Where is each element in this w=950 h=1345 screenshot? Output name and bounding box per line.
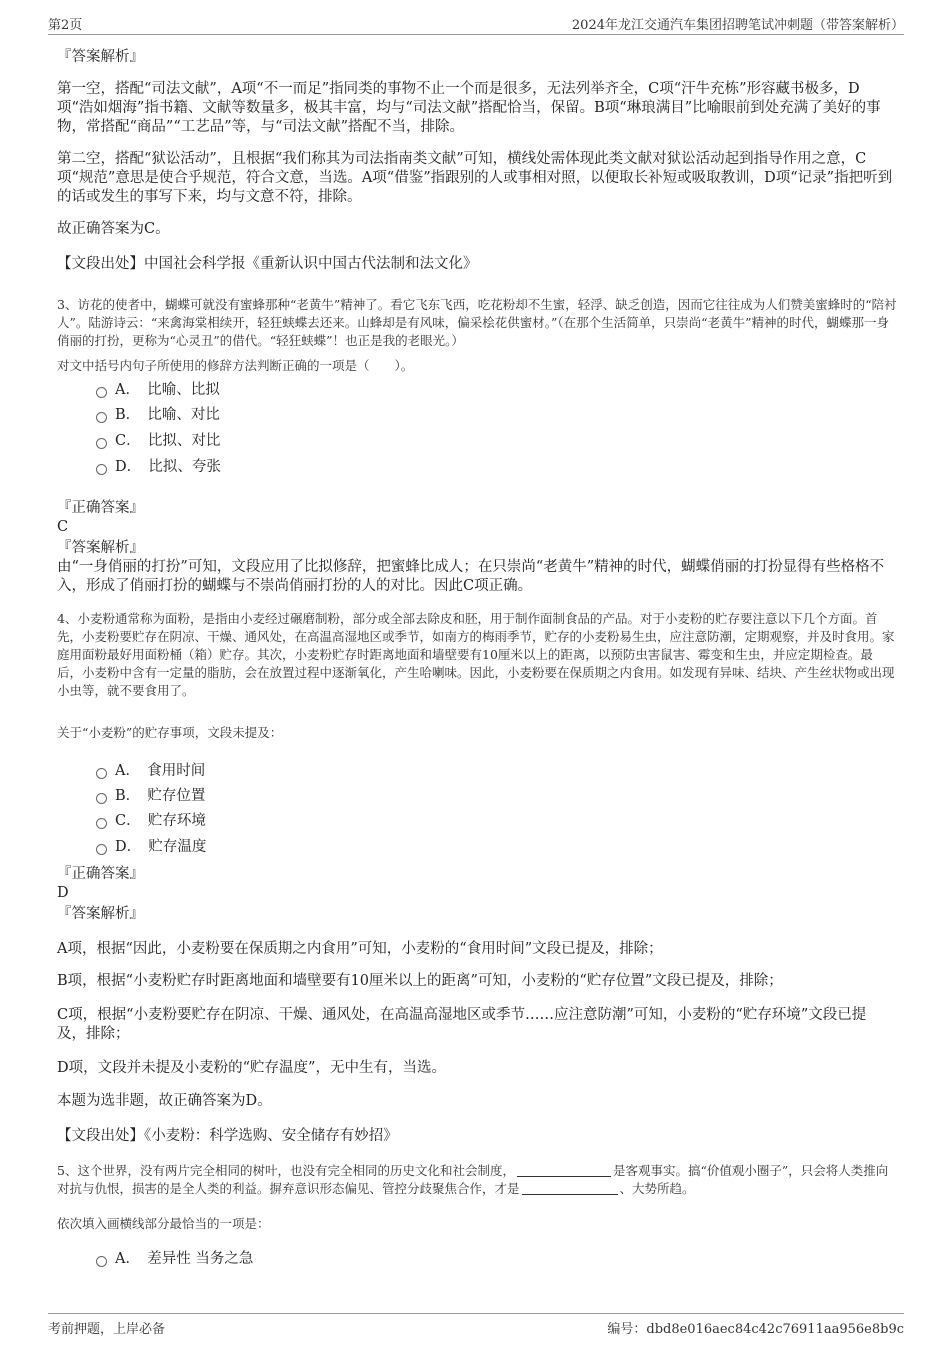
- q3-analysis: 由“一身俏丽的打扮”可知，文段应用了比拟修辞，把蜜蜂比成人；在只崇尚“老黄牛”精神的时代，蝴蝶俏丽的打扮显得有些格格不入，形成了俏丽打扮的蝴蝶与不崇尚俏丽打扮的人的对比。因此C项正确。: [57, 559, 885, 594]
- footer-slogan: 考前押题，上岸必备: [48, 1322, 166, 1337]
- radio-icon[interactable]: [96, 438, 107, 449]
- q3-stem: 3、访花的使者中，蝴蝶可就没有蜜蜂那种“老黄牛”精神了。看它飞东飞西，吃花粉却不生蜜，轻浮、缺乏创造，因而它往往成为人们赞美蜜蜂时的“陪衬人”。陆游诗云：“来禽海棠相续开，轻狂蛱蝶去还来。山蜂却是有风味，偏采桧花供蜜材。”（在那个生活简单，只崇尚“老黄牛”精神的时代，蝴蝶那一身俏丽的打扮，更称为“心灵丑”的借代。“轻狂蛱蝶”！也正是我的老眼光。）: [57, 297, 897, 348]
- document-title: 2024年龙江交通汽车集团招聘笔试冲刺题（带答案解析）: [571, 18, 904, 33]
- radio-icon[interactable]: [96, 1256, 107, 1267]
- q4-answer: D: [57, 885, 69, 901]
- q4-option-b[interactable]: B． 贮存位置: [96, 786, 205, 806]
- q5-question: 依次填入画横线部分最恰当的一项是：: [57, 1216, 270, 1231]
- page-footer: [48, 1313, 904, 1336]
- q4-analysis-label: 『答案解析』: [57, 906, 144, 922]
- q3-analysis-label: 『答案解析』: [57, 540, 144, 556]
- q5-stem: 5、这个世界，没有两片完全相同的树叶，也没有完全相同的历史文化和社会制度， 是客观事实。搞“价值观小圈子”，只会将人类推向对抗与仇恨，损害的是全人类的利益。摒弃意识形态偏见、管控分歧聚焦合作，才是 、大势所趋。: [57, 1163, 889, 1196]
- q2-analysis-label: 『答案解析』: [57, 49, 144, 65]
- q4-option-c[interactable]: C． 贮存环境: [96, 811, 206, 831]
- q4-analysis-c: C项，根据“小麦粉要贮存在阴凉、干燥、通风处，在高温高湿地区或季节……应注意防潮”可知，小麦粉的“贮存环境”文段已提及，排除；: [57, 1007, 867, 1042]
- radio-icon[interactable]: [96, 768, 107, 779]
- q4-source: 【文段出处】《小麦粉：科学选购、安全储存有妙招》: [57, 1128, 398, 1144]
- radio-icon[interactable]: [96, 793, 107, 804]
- page-header: [48, 12, 904, 35]
- q3-option-b[interactable]: B． 比喻、对比: [96, 405, 220, 425]
- fill-blank-2: [522, 1182, 618, 1195]
- q3-answer: C: [57, 519, 69, 535]
- page-number: 第2页: [48, 18, 83, 33]
- q2-analysis-p2: 第二空，搭配“狱讼活动”，且根据“我们称其为司法指南类文献”可知，横线处需体现此类文献对狱讼活动起到指导作用之意，C项“规范”意思是使合乎规范，符合文意，当选。A项“借鉴”指跟别的人或事相对照，以便取长补短或吸取教训，D项“记录”指把听到的话或发生的事写下来，均与文意不符，排除。: [57, 151, 893, 205]
- q5-option-a[interactable]: A． 差异性 当务之急: [96, 1249, 253, 1269]
- q4-option-a[interactable]: A． 食用时间: [96, 761, 205, 781]
- q4-analysis-b: B项，根据“小麦粉贮存时距离地面和墙壁要有10厘米以上的距离”可知，小麦粉的“贮存位置”文段已提及，排除；: [57, 973, 783, 989]
- q4-conclusion: 本题为选非题，故正确答案为D。: [57, 1093, 272, 1109]
- fill-blank-1: [517, 1164, 611, 1177]
- q4-option-d[interactable]: D． 贮存温度: [96, 837, 206, 857]
- q2-analysis-p1: 第一空，搭配“司法文献”，A项“不一而足”指同类的事物不止一个而是很多，无法列举齐全，C项“汗牛充栋”形容藏书极多，D项“浩如烟海”指书籍、文献等数量多，极其丰富，均与“司法文献”搭配恰当，保留。B项“琳琅满目”比喻眼前到处充满了美好的事物，常搭配“商品”“工艺品”等，与“司法文献”搭配不当，排除。: [57, 81, 881, 135]
- radio-icon[interactable]: [96, 412, 107, 423]
- q3-option-a[interactable]: A． 比喻、比拟: [96, 380, 220, 400]
- radio-icon[interactable]: [96, 464, 107, 475]
- q3-option-d[interactable]: D． 比拟、夸张: [96, 457, 221, 477]
- radio-icon[interactable]: [96, 844, 107, 855]
- q2-source: 【文段出处】中国社会科学报《重新认识中国古代法制和法文化》: [57, 256, 478, 272]
- q4-analysis-d: D项，文段并未提及小麦粉的“贮存温度”，无中生有，当选。: [57, 1060, 446, 1076]
- document-id: 编号：dbd8e016aec84c42c76911aa956e8b9c: [607, 1322, 904, 1337]
- radio-icon[interactable]: [96, 818, 107, 829]
- q3-option-c[interactable]: C． 比拟、对比: [96, 431, 220, 451]
- q3-question: 对文中括号内句子所使用的修辞方法判断正确的一项是（ ）。: [57, 358, 414, 373]
- q4-answer-label: 『正确答案』: [57, 866, 144, 882]
- q4-question: 关于“小麦粉”的贮存事项，文段未提及：: [57, 725, 283, 740]
- q2-conclusion: 故正确答案为C。: [57, 221, 170, 237]
- q4-stem: 4、小麦粉通常称为面粉，是指由小麦经过碾磨制粉，部分或全部去除皮和胚，用于制作面制食品的产品。对于小麦粉的贮存要注意以下几个方面。首先，小麦粉要贮存在阴凉、干燥、通风处，在高温高湿地区或季节，如南方的梅雨季节，贮存的小麦粉易生虫，应注意防潮，定期观察，并及时食用。家庭用面粉最好用面粉桶（箱）贮存。其次，小麦粉贮存时距离地面和墙壁要有10厘米以上的距离，以预防虫害鼠害、霉变和生虫，并应定期检查。最后，小麦粉中含有一定量的脂肪，会在放置过程中逐渐氧化，产生哈喇味。因此，小麦粉要在保质期之内食用。如发现有异味、结块、产生丝状物或出现小虫等，就不要食用了。: [57, 611, 895, 698]
- radio-icon[interactable]: [96, 387, 107, 398]
- q3-answer-label: 『正确答案』: [57, 500, 144, 516]
- q4-analysis-a: A项，根据“因此，小麦粉要在保质期之内食用”可知，小麦粉的“食用时间”文段已提及，排除；: [57, 941, 663, 957]
